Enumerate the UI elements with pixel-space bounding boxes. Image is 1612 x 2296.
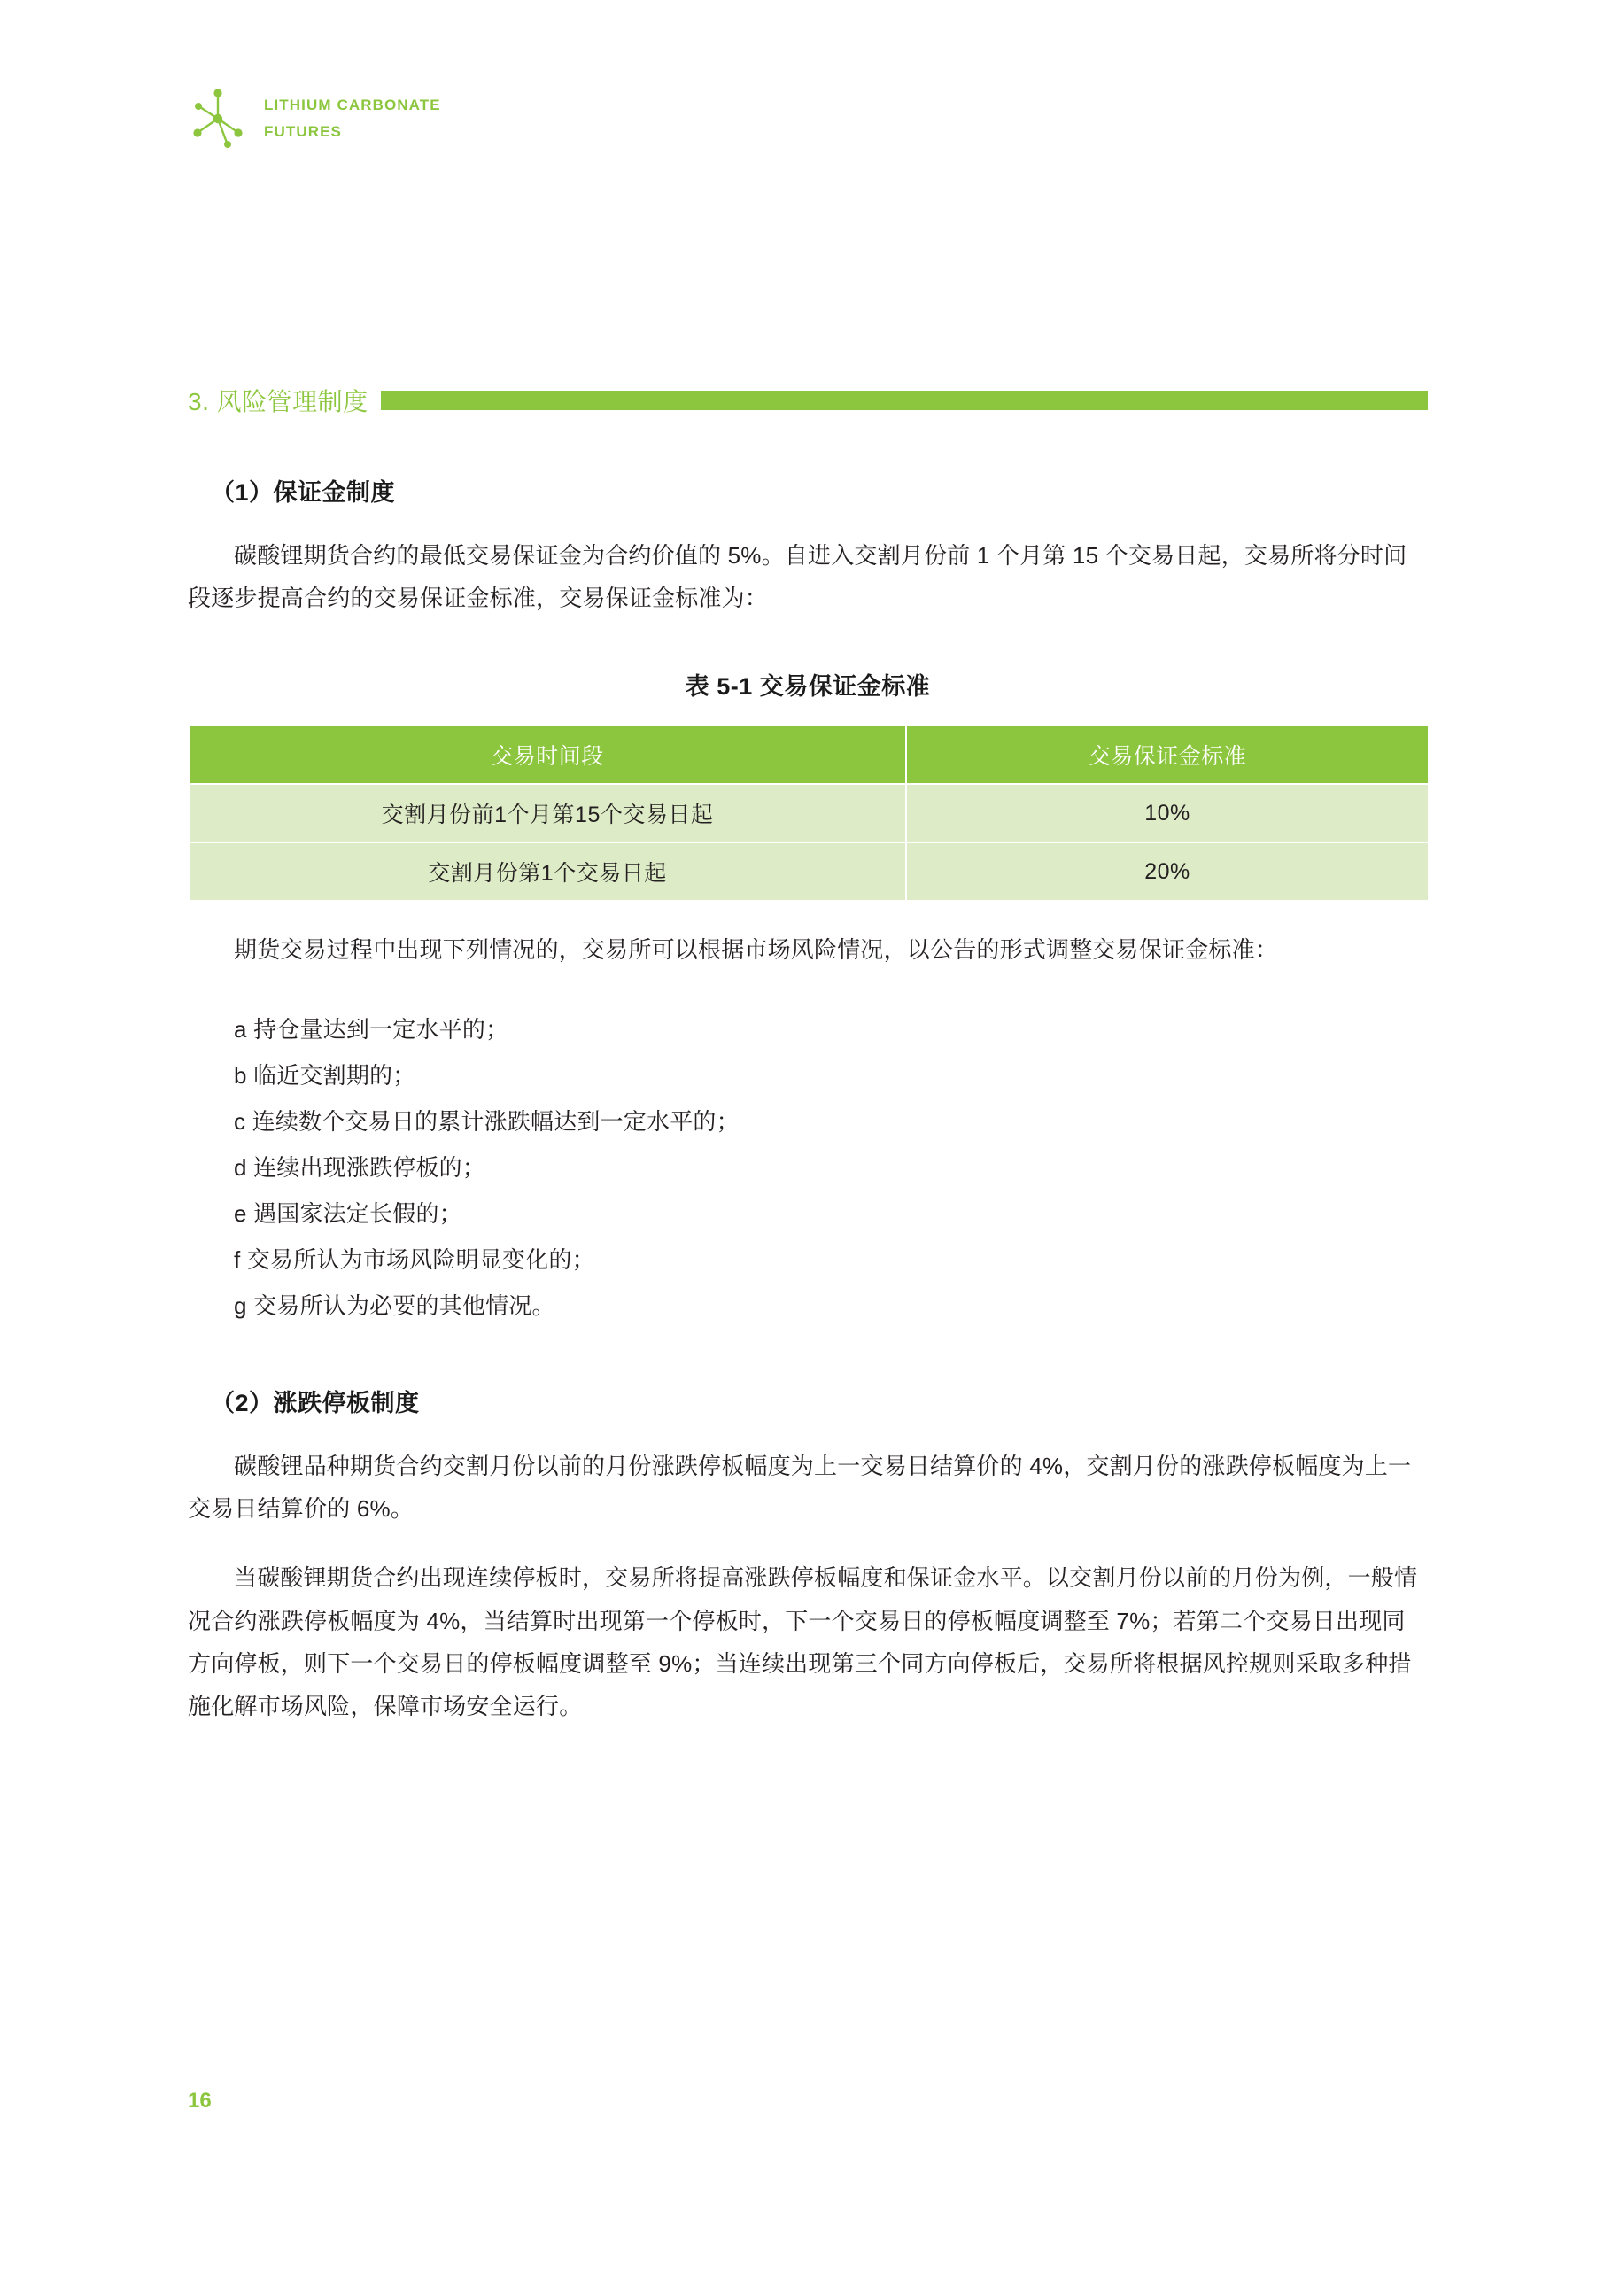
table-caption: 表 5-1 交易保证金标准 (685, 673, 931, 701)
table-cell: 交割月份第1个交易日起 (189, 842, 906, 901)
subsection-1-paragraph-1: 碳酸锂期货合约的最低交易保证金为合约价值的 5%。自进入交割月份前 1 个月第 15 个交易日起，交易所将分时间段逐步提高合约的交易保证金标准，交易保证金标准为： (188, 542, 1407, 612)
list-item: b 临近交割期的； (234, 1062, 416, 1090)
table-cell: 交割月份前1个月第15个交易日起 (189, 784, 906, 842)
subsection-2-paragraph-2: 当碳酸锂期货合约出现连续停板时，交易所将提高涨跌停板幅度和保证金水平。以交割月份以前的月份为例，一般情况合约涨跌停板幅度为 4%，当结算时出现第一个停板时，下一个交易日的停板幅度调整至 7%；若第二个交易日出现同方向停板，则下一个交易日的停板幅度调整至 9%；当连续出现第三个同方向停板后，交易所将根据风控规则采取多种措施化解市场风险，保障市场安全运行。 (188, 1564, 1418, 1719)
molecule-icon (188, 84, 248, 153)
list-item: c 连续数个交易日的累计涨跌幅达到一定水平的； (234, 1108, 740, 1136)
table-header-cell: 交易保证金标准 (906, 725, 1429, 784)
subsection-2-title: （2）涨跌停板制度 (211, 1390, 420, 1417)
logo-line-1: LITHIUM CARBONATE (264, 97, 441, 113)
margin-standard-table (188, 725, 1430, 902)
table-header-row (189, 725, 1429, 784)
list-item: d 连续出现涨跌停板的； (234, 1154, 486, 1182)
table-row (189, 842, 1429, 901)
table-header-cell: 交易时间段 (189, 725, 906, 784)
subsection-2-paragraph-1: 碳酸锂品种期货合约交割月份以前的月份涨跌停板幅度为上一交易日结算价的 4%，交割月份的涨跌停板幅度为上一交易日结算价的 6%。 (188, 1453, 1412, 1523)
subsection-1-title: （1）保证金制度 (211, 479, 396, 506)
list-item: a 持仓量达到一定水平的； (234, 1016, 509, 1043)
logo-line-2: FUTURES (264, 123, 342, 140)
table-cell: 20% (906, 842, 1429, 901)
section-title: 3. 风险管理制度 (188, 388, 368, 415)
list-item: e 遇国家法定长假的； (234, 1200, 462, 1228)
document-body (188, 461, 1428, 1727)
section-heading-row (188, 383, 1428, 418)
page-number: 16 (188, 2089, 212, 2113)
table-row (189, 784, 1429, 842)
list-item: f 交易所认为市场风险明显变化的； (234, 1246, 595, 1274)
logo-wordmark (264, 97, 441, 141)
condition-list (188, 1006, 1428, 1329)
subsection-1-paragraph-2: 期货交易过程中出现下列情况的，交易所可以根据市场风险情况，以公告的形式调整交易保证金标准： (234, 936, 1279, 964)
table-cell: 10% (906, 784, 1429, 842)
section-accent-bar (381, 391, 1428, 410)
list-item: g 交易所认为必要的其他情况。 (234, 1292, 555, 1320)
document-header (188, 84, 441, 153)
